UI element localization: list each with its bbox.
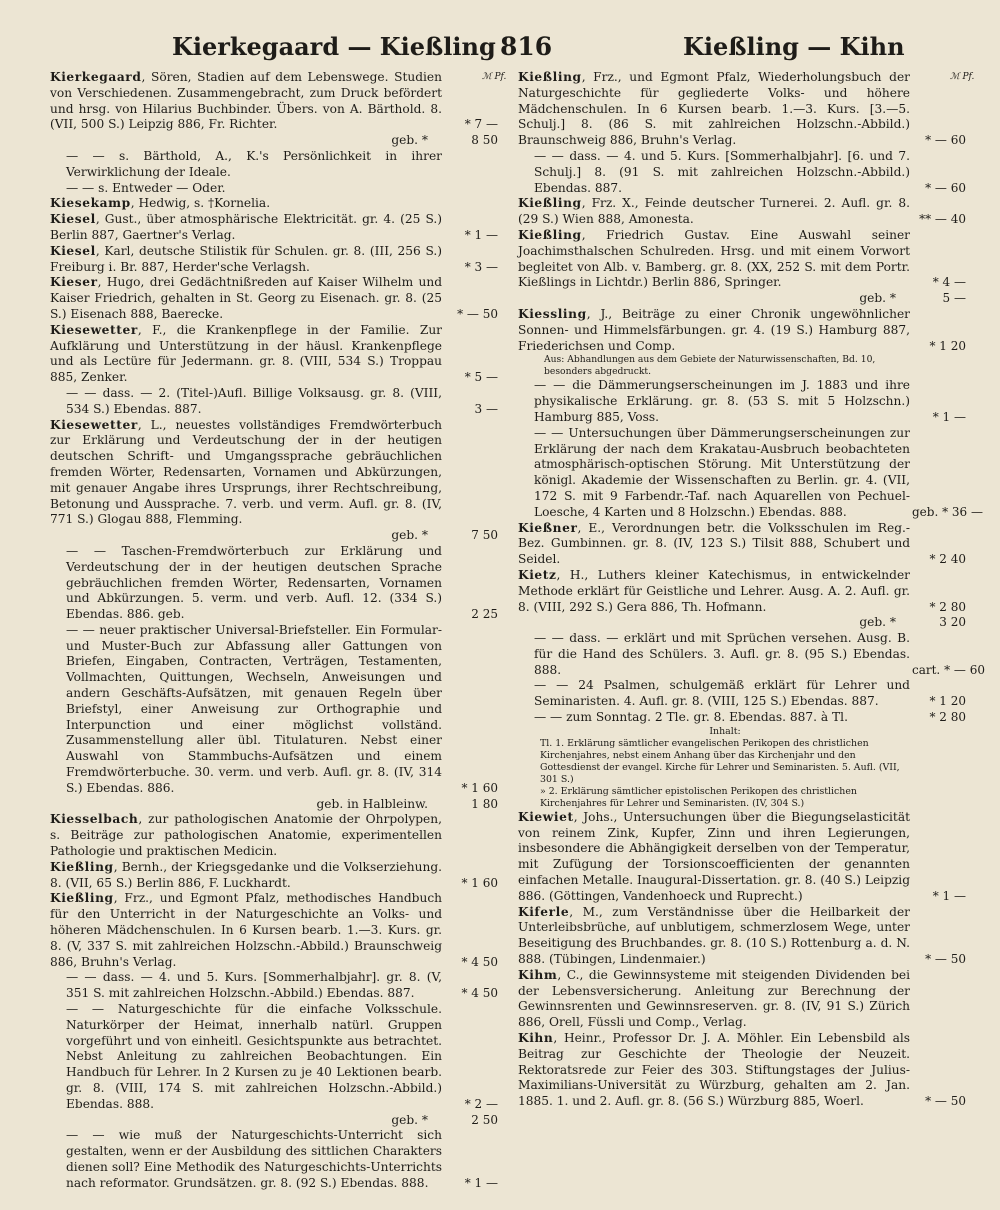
entry-price: * 4 — (932, 275, 966, 290)
entry-text: — — die Dämmerungserscheinungen im J. 1883 und ihre physikalische Erklärung. gr. 8. (53 S. mit 5 Holzschn.) Hamburg 885, Voss. (534, 378, 910, 424)
entry-price: * 2 — (464, 1096, 498, 1111)
entry-text: geb. * (391, 528, 428, 543)
entry-text: Kieser, Hugo, drei Gedächtnißreden auf Kaiser Wilhelm und Kaiser Friedrich, gehalten in St. Georg zu Eisenach. gr. 8. (25 S.) Eisenach 888, Baerecke. (50, 275, 442, 321)
catalog-entry (50, 244, 498, 276)
catalog-entry (50, 891, 498, 970)
entry-price: * 2 40 (929, 552, 966, 567)
catalog-entry (50, 970, 498, 1002)
left-price-units: ℳ Pf. (482, 72, 507, 82)
entry-heading-name: Kiessling (518, 306, 587, 321)
catalog-entry (50, 797, 498, 813)
entry-price: 2 25 (471, 607, 498, 622)
entry-price: * — 50 (457, 306, 498, 321)
catalog-entry (518, 905, 966, 968)
entry-text: — — zum Sonntag. 2 Tle. gr. 8. Ebendas. 887. à Tl. (534, 710, 848, 725)
entry-heading-name: Kießling (50, 891, 114, 906)
entry-heading-name: Kiesel (50, 212, 96, 227)
catalog-entry (50, 418, 498, 529)
right-price-units: ℳ Pf. (950, 72, 975, 82)
entry-text: — — dass. — 4. und 5. Kurs. [Sommerhalbjahr]. [6. und 7. Schulj.] 8. (91 S. mit zahlreichen Holzschn.-Abbild.) Ebendas. 887. (534, 148, 910, 195)
entry-text: geb. * (391, 1112, 428, 1127)
entry-text: Kießling, Friedrich Gustav. Eine Auswahl seiner Joachimsthalschen Schulreden. Hrsg. und mit einem Vorwort begleitet von Alb. v. Bamberg. gr. 8. (XX, 252 S. mit dem Portr. Kießlings in Lichtdr.) Berlin 886, Springer. (518, 227, 910, 290)
catalog-entry (50, 1128, 498, 1191)
entry-price: * 4 50 (461, 954, 498, 969)
catalog-entry (50, 149, 498, 181)
catalog-entry (50, 196, 498, 212)
entry-text: — — Naturgeschichte für die einfache Volksschule. Naturkörper der Heimat, innerhalb natürl. Gruppen vorgeführt und von einheitl. Gesichtspunkte aus betrachtet. Nebst Anleitung zu zahlreichen Beobachtungen. Ein Handbuch für Lehrer. In 2 Kursen zu je 40 Lektionen bearb. gr. 8. (VIII, 174 S. mit zahlreichen Holzschn.-Abbild.) Ebendas. 888. (66, 1002, 442, 1111)
page-number: 816 (500, 32, 553, 61)
entry-price: 5 — (942, 291, 966, 306)
catalog-entry (518, 968, 966, 1031)
catalog-entry (50, 544, 498, 623)
entry-heading-name: Kiesel (50, 243, 96, 258)
entry-text: Kiesel, Karl, deutsche Stilistik für Schulen. gr. 8. (III, 256 S.) Freiburg i. Br. 887, Herder'sche Verlagsh. (50, 243, 442, 274)
entry-heading-name: Kießling (518, 196, 582, 211)
catalog-entry (50, 181, 498, 197)
entry-price: * 1 — (464, 1175, 498, 1190)
entry-text: — — neuer praktischer Universal-Briefsteller. Ein Formular- und Muster-Buch zur Abfassung aller Gattungen von Briefen, Eingaben, Contracten, Verträgen, Testamenten, Vollmachten, Quittungen, Wechseln, Anweisungen und andern Geschäfts-Aufsätzen, mit genauen Regeln über Briefstyl, einer Anweisung zur Orthographie und Interpunction und einer möglichst vollständ. Zusammenstellung aller übl. Titulaturen. Nebst einer Auswahl von Stammbuchs-Aufsätzen und einem Fremdwörterbuche. 30. verm. und verb. Aufl. gr. 8. (IV, 314 S.) Ebendas. 886. (66, 622, 442, 795)
catalog-entry (518, 378, 966, 425)
entry-heading-name: Kieser (50, 275, 98, 290)
entry-heading-name: Kihn (518, 1031, 554, 1046)
entry-price: * 1 — (932, 888, 966, 903)
entry-heading-name: Kießner (518, 520, 578, 535)
catalog-entry (50, 528, 498, 544)
catalog-entry (518, 568, 966, 615)
left-column (50, 70, 498, 1195)
entry-heading-name: Kiesselbach (50, 812, 139, 827)
catalog-entry (50, 212, 498, 244)
catalog-entry (518, 1031, 966, 1110)
entry-text: Kiesel, Gust., über atmosphärische Elektricität. gr. 4. (25 S.) Berlin 887, Gaertner's Verlag. (50, 212, 442, 242)
entry-text: — — wie muß der Naturgeschichts-Unterricht sich gestalten, wenn er der Ausbildung des sittlichen Charakters dienen soll? Eine Methodik des Naturgeschichts-Unterrichts nach reformator. Grundsätzen. gr. 8. (92 S.) Ebendas. 888. (66, 1128, 442, 1190)
left-running-head: Kierkegaard — Kießling (172, 32, 496, 61)
catalog-entry (518, 615, 966, 631)
catalog-entry (518, 196, 966, 228)
catalog-entry (518, 70, 966, 149)
entry-text: — — s. Entweder — Oder. (66, 180, 226, 195)
entry-price: 3 — (474, 401, 498, 416)
entry-text: Kietz, H., Luthers kleiner Katechismus, in entwickelnder Methode erklärt für Geistliche und Lehrer. Ausg. A. 2. Aufl. gr. 8. (VIII, 292 S.) Gera 886, Th. Hofmann. (518, 567, 910, 614)
contents-item: Tl. 1. Erklärung sämtlicher evangelischen Perikopen des christlichen Kirchenjahres, nebst einem Anhang über das Kirchenjahr und den Gottesdienst der evangel. Kirche für Lehrer und Seminaristen. 5. Aufl. (VII, 301 S.) (540, 737, 900, 785)
entry-price: * 1 — (464, 227, 498, 242)
entry-price: 8 50 (471, 133, 498, 148)
catalog-entry (518, 291, 966, 307)
contents-item: » 2. Erklärung sämtlicher epistolischen Perikopen des christlichen Kirchenjahres für Lehrer und Seminaristen. (IV, 304 S.) (540, 785, 857, 809)
catalog-entry (518, 425, 983, 521)
catalog-entry (518, 521, 966, 568)
entry-price: * 4 50 (461, 986, 498, 1001)
catalog-entry (518, 149, 966, 196)
entry-price: * 2 80 (929, 710, 966, 725)
entry-heading-name: Kießling (50, 859, 114, 874)
catalog-entry (50, 386, 498, 418)
entry-price: * 1 20 (929, 338, 966, 353)
catalog-entry (518, 678, 966, 710)
entry-price: * 5 — (464, 370, 498, 385)
entry-price: * 1 20 (929, 694, 966, 709)
entry-text: geb. * (859, 615, 896, 630)
entry-text: geb. in Halbleinw. (316, 796, 428, 811)
entry-text: Kiesewetter, L., neuestes vollständiges Fremdwörterbuch zur Erklärung und Verdeutschung der in der heutigen deutschen Schrift- und Umgangssprache gebräuchlichen fremden Wörter, Redensarten, Vornamen und Abkürzungen, mit genauer Angabe ihres Ursprungs, ihrer Rechtschreibung, Betonung und Aussprache. 7. verb. und verm. Aufl. gr. 8. (IV, 771 S.) Glogau 888, Flemming. (50, 417, 442, 527)
entry-price: ** — 40 (919, 212, 966, 227)
entry-price: 7 50 (471, 528, 498, 543)
entry-heading-name: Kierkegaard (50, 70, 142, 84)
catalog-entry (518, 631, 985, 678)
catalog-entry (50, 133, 498, 149)
entry-heading-name: Kietz (518, 567, 557, 582)
right-running-head: Kießling — Kihn (683, 32, 905, 61)
entry-heading-name: Kiewiet (518, 809, 574, 824)
right-column (518, 70, 985, 1195)
entry-price: * 1 60 (461, 780, 498, 795)
entry-text: — — Taschen-Fremdwörterbuch zur Erklärung und Verdeutschung der in der heutigen deutschen Sprache gebräuchlichen fremden Wörter, Redensarten, Vornamen und Abkürzungen. 5. verm. und verb. Aufl. 12. (334 S.) Ebendas. 886. geb. (66, 543, 442, 622)
entry-heading-name: Kiferle (518, 904, 570, 919)
entry-text: — — dass. — erklärt und mit Sprüchen versehen. Ausg. B. für die Hand des Schülers. 3. Aufl. gr. 8. (95 S.) Ebendas. 888. (534, 631, 910, 677)
entry-text: Kiesekamp, Hedwig, s. †Kornelia. (50, 196, 271, 211)
entry-text: Kiessling, J., Beiträge zu einer Chronik ungewöhnlicher Sonnen- und Himmelsfärbungen. gr. 4. (19 S.) Hamburg 887, Friederichsen und Comp. (518, 306, 910, 353)
entry-text: geb. * (859, 291, 896, 306)
entry-text: — — dass. — 2. (Titel-)Aufl. Billige Volksausg. gr. 8. (VIII, 534 S.) Ebendas. 887. (66, 385, 442, 416)
entry-heading-name: Kiesewetter (50, 322, 138, 337)
catalog-entry (50, 70, 498, 133)
catalog-entry (518, 810, 966, 905)
entry-text: Kießling, Bernh., der Kriegsgedanke und die Volkserziehung. 8. (VII, 65 S.) Berlin 886, F. Luckhardt. (50, 859, 442, 890)
entry-text: Kiferle, M., zum Verständnisse über die Heilbarkeit der Unterleibsbrüche, auf unblutigem, schmerzlosem Wege, unter Beseitigung des Bruchbandes. gr. 8. (10 S.) Rottenburg a. d. N. 888. (Tübingen, Lindenmaier.) (518, 904, 910, 967)
entry-price: * 7 — (464, 117, 498, 132)
entry-text: Kiesselbach, zur pathologischen Anatomie der Ohrpolypen, s. Beiträge zur pathologischen Anatomie, experimentellen Pathologie und praktischen Medicin. (50, 812, 442, 859)
entry-price: geb. * 36 — (912, 504, 983, 519)
entry-text: Kiewiet, Johs., Untersuchungen über die Biegungselasticität von reinem Zink, Kupfer, Zinn und ihren Legierungen, insbesondere die Abhängigkeit derselben von der Temperatur, mit Zufügung der Torsionscoefficienten der genannten einfachen Metalle. Inaugural-Dissertation. gr. 8. (40 S.) Leipzig 886. (Göttingen, Vandenhoeck und Ruprecht.) (518, 809, 910, 903)
entry-price: * 3 — (464, 259, 498, 274)
entry-price: * — 50 (925, 1094, 966, 1109)
catalog-entry (50, 1002, 498, 1113)
entry-price: 2 50 (471, 1112, 498, 1127)
entry-price: * — 60 (925, 133, 966, 148)
entry-heading-name: Kihm (518, 967, 558, 982)
entry-price: * 2 80 (929, 599, 966, 614)
entry-text: — — dass. — 4. und 5. Kurs. [Sommerhalbjahr]. gr. 8. (V, 351 S. mit zahlreichen Holzschn.-Abbild.) Ebendas. 887. (66, 970, 442, 1001)
entry-heading-name: Kießling (518, 227, 582, 242)
catalog-entry (518, 710, 966, 726)
contents-heading: Inhalt: (709, 725, 741, 737)
catalog-entry (50, 860, 498, 892)
entry-price: cart. * — 60 (912, 662, 985, 677)
entry-text: Kihm, C., die Gewinnsysteme mit steigenden Dividenden bei der Lebensversicherung. Anleitung zur Berechnung der Gewinnsrenten und Gewinnsreserven. gr. 8. (IV, 91 S.) Zürich 886, Orell, Füssli und Comp., Verlag. (518, 967, 910, 1030)
entry-heading-name: Kiesekamp (50, 196, 131, 211)
entry-text: geb. * (391, 133, 428, 148)
entry-note: Aus: Abhandlungen aus dem Gebiete der Naturwissenschaften, Bd. 10, besonders abgedruckt. (544, 354, 876, 378)
entry-price: * 1 — (932, 409, 966, 424)
catalog-entry (50, 1113, 498, 1129)
catalog-entry (518, 228, 966, 291)
catalog-entry (50, 623, 498, 797)
entry-text: Kießling, Frz. X., Feinde deutscher Turnerei. 2. Aufl. gr. 8. (29 S.) Wien 888, Amonesta. (518, 196, 910, 227)
catalog-entry (50, 323, 498, 386)
entry-price: * 1 60 (461, 875, 498, 890)
entry-text: Kierkegaard, Sören, Stadien auf dem Lebenswege. Studien von Verschiedenen. Zusammengebracht, zum Druck befördert und hrsg. von Hilarius Buchbinder. Übers. von A. Bärthold. 8. (VII, 500 S.) Leipzig 886, Fr. Richter. (50, 70, 442, 132)
entry-text: — — 24 Psalmen, schulgemäß erklärt für Lehrer und Seminaristen. 4. Aufl. gr. 8. (VIII, 125 S.) Ebendas. 887. (534, 678, 910, 709)
catalog-entry (518, 307, 966, 354)
entry-text: Kihn, Heinr., Professor Dr. J. A. Möhler. Ein Lebensbild als Beitrag zur Geschichte der Theologie der Neuzeit. Rektoratsrede zur Feier des 303. Stiftungstages der Julius-Maximilians-Universität zu Würzburg, gehalten am 2. Jan. 1885. 1. und 2. Aufl. gr. 8. (56 S.) Würzburg 885, Woerl. (518, 1031, 910, 1109)
entry-text: Kiesewetter, F., die Krankenpflege in der Familie. Zur Aufklärung und Unterstützung in der häusl. Krankenpflege und als Lectüre für Jedermann. gr. 8. (VIII, 534 S.) Troppau 885, Zenker. (50, 322, 442, 385)
catalog-entry (50, 275, 498, 322)
entry-text: Kießling, Frz., und Egmont Pfalz, methodisches Handbuch für den Unterricht in der Naturgeschichte an Volks- und höheren Mädchenschulen. In 6 Kursen bearb. 1.—3. Kurs. gr. 8. (V, 337 S. mit zahlreichen Holzschn.-Abbild.) Braunschweig 886, Bruhn's Verlag. (50, 891, 442, 969)
entry-text: Kießner, E., Verordnungen betr. die Volksschulen im Reg.-Bez. Gumbinnen. gr. 8. (IV, 123 S.) Tilsit 888, Schubert und Seidel. (518, 520, 910, 567)
entry-heading-name: Kiesewetter (50, 417, 138, 432)
entry-text: — — s. Bärthold, A., K.'s Persönlichkeit in ihrer Verwirklichung der Ideale. (66, 148, 442, 179)
entry-heading-name: Kießling (518, 70, 582, 84)
catalog-entry (50, 812, 498, 859)
entry-text: — — Untersuchungen über Dämmerungserscheinungen zur Erklärung der nach dem Krakatau-Ausbruch beobachteten atmosphärisch-optischen Störung. Mit Unterstützung der königl. Akademie der Wissenschaften zu Berlin. gr. 4. (VII, 172 S. mit 9 Farbendr.-Taf. nach Aquarellen von Pechuel-Loesche, 4 Karten und 8 Holzschn.) Ebendas. 888. (534, 425, 910, 519)
entry-price: 1 80 (471, 796, 498, 811)
entry-price: * — 50 (925, 952, 966, 967)
entry-price: 3 20 (939, 615, 966, 630)
entry-text: Kießling, Frz., und Egmont Pfalz, Wiederholungsbuch der Naturgeschichte für gegliederte Volks- und höhere Mädchenschulen. In 6 Kursen bearb. 1.—3. Kurs. [3.—5. Schulj.] 8. (86 S. mit zahlreichen Holzschn.-Abbild.) Braunschweig 886, Bruhn's Verlag. (518, 70, 910, 148)
entry-price: * — 60 (925, 180, 966, 195)
